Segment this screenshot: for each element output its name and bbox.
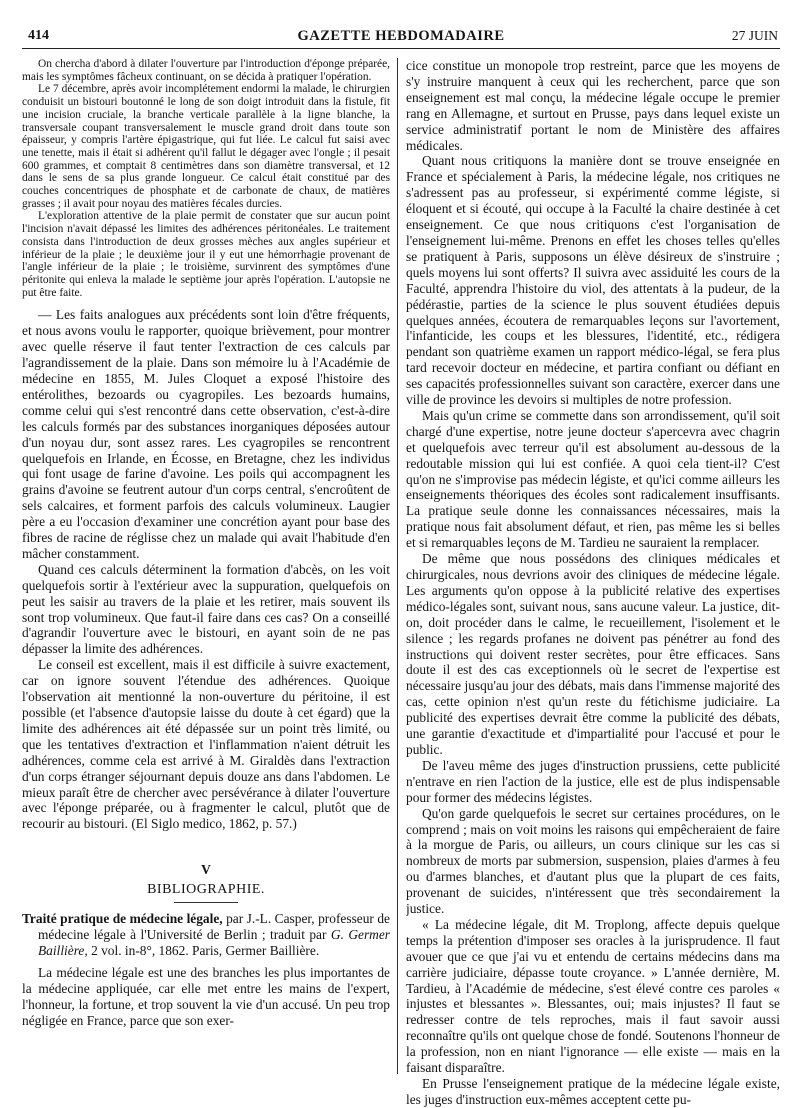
book-reference <box>22 911 390 959</box>
body-paragraph: « La médecine légale, dit M. Troplong, affecte depuis quelque temps la prétention d'imposer ses oracles à la jurisprudence. Il faut avouer que ce que j'ai vu et entendu de certains médecins dans ma carrière judiciaire, dépasse toute croyance. » L'année dernière, M. Tardieu, à l'Académie de médecine, s'est élevé contre ces paroles « injustes et blessantes ». Blessantes, oui; mais injustes? Il faut se redresser contre de tels reproches, mais il faut savoir aussi reconnaître qu'ils ont quelque chose de fondé. Soutenons l'honneur de la profession, non en niant l'ignorance — elle existe — mais en la faisant disparaître. <box>406 916 780 1076</box>
section-number: V <box>201 862 211 878</box>
body-paragraph: De même que nous possédons des cliniques médicales et chirurgicales, nous devrions avoir des cliniques de médecine légale. Les arguments qu'on oppose à la publicité relative des expertises médico-légales sont, suivant nous, sans aucune valeur. La justice, dit-on, doit procéder dans le calme, le recueillement, l'isolement et le silence ; les regards profanes ne doivent pas pénétrer au fond des instructions qui doivent rester secrètes, pour être efficaces. Sans doute il est des cas exceptionnels où le secret de l'expertise est nécessaire jusqu'au jour des débats, mais dans l'immense majorité des cas, cette opinion n'est qu'un reste du fétichisme judiciaire. La publicité des expertises devrait être comme la publicité des débats, une garantie d'exactitude et d'impartialité pour l'accusé et pour le public. <box>406 551 780 757</box>
body-paragraph: Mais qu'un crime se commette dans son arrondissement, qu'il soit chargé d'une expertise, notre jeune docteur s'apercevra avec chagrin et quelquefois avec terreur qu'il est absolument au-dessous de la redoutable mission qui lui est confiée. A quoi cela tient-il? C'est qu'on ne s'improvise pas médecin légiste, et qu'ici comme ailleurs les enseignements théoriques des écoles sont radicalement insuffisants. La pratique seule donne les connaissances nécessaires, mais la pratique nous fait absolument défaut, et rien, pas même les si belles et si remarquables leçons de M. Tardieu ne sauraient la remplacer. <box>406 407 780 551</box>
body-paragraph: En Prusse l'enseignement pratique de la médecine légale existe, les juges d'instruction eux-mêmes acceptent cette pu- <box>406 1076 780 1107</box>
book-title: Traité pratique de médecine légale, <box>22 911 223 927</box>
issue-date: 27 JUIN <box>731 28 778 43</box>
case-paragraph: Le 7 décembre, après avoir incomplétement endormi la malade, le chirurgien conduisit un bistouri boutonné le long de son doigt introduit dans la fistule, fit une incision cruciale, la branche verticale parallèle à la ligne blanche, la transversale coupant transversalement le muscle grand droit dans toute son épaisseur, y compris l'artère épigastrique, qui fut liée. Le calcul fut saisi avec une tenette, mais il était si adhérent qu'il fallut le dégager avec l'ongle ; il pesait 600 grammes, et comptait 8 centimètres dans son diamètre transversal, et 12 dans le sens de sa plus grande longueur. Ce calcul était constitué par des couches concentriques de phosphate et de carbonate de chaux, de matières grasses ; il avait pour noyau des matières fécales durcies. <box>22 83 390 210</box>
body-paragraph: Qu'on garde quelquefois le secret sur certaines procédures, on le comprend ; mais on voit moins les raisons qui empêcheraient de faire à la morgue de Paris, ou ailleurs, un cours clinique sur les cas si nombreux de morts par submersion, suspension, plaies d'armes à feu ou d'armes blanches, et d'autant plus que la plupart de ces faits, provenant de suicides, n'intéressent que très secondairement la justice. <box>406 805 780 917</box>
case-paragraph: On chercha d'abord à dilater l'ouverture par l'introduction d'éponge préparée, mais les symptômes fâcheux continuant, on se décida à pratiquer l'opération. <box>22 58 390 83</box>
section-rule <box>174 902 238 903</box>
section-title: BIBLIOGRAPHIE. <box>147 882 265 898</box>
body-paragraph: La médecine légale est une des branches les plus importantes de la médecine appliquée, car elle met entre les mains de l'expert, l'honneur, la fortune, et trop souvent la vie d'un accusé. Un peu trop négligée en France, parce que son exer- <box>22 964 390 1028</box>
body-paragraph: Quand ces calculs déterminent la formation d'abcès, on les voit quelquefois sortir à l'extérieur avec la suppuration, quelquefois on peut les saisir au travers de la plaie et les retirer, mais souvent ils sont trop volumineux. Que faut-il faire dans ces cas? On a conseillé d'agrandir l'ouverture avec le bistouri, en ayant soin de ne pas dépasser la limite des adhérences. <box>22 561 390 657</box>
case-report-block <box>22 58 390 299</box>
newspaper-page <box>22 16 780 1107</box>
commentary-block <box>22 307 390 832</box>
column-divider <box>397 58 398 1074</box>
review-block <box>22 965 390 1029</box>
book-author: par J.-L. Casper, professeur de médecine légale à l'Université de Berlin ; traduit par <box>38 911 390 943</box>
page-header <box>22 16 780 49</box>
body-paragraph: Quant nous critiquons la manière dont se trouve enseignée en France et spécialement à Paris, la médecine légale, nos critiques ne s'adressent pas au professeur, si expérimenté comme légiste, si éloquent et si écouté, qui occupe à la Faculté la chaire destinée à cet enseignement. Ce que nous critiquons c'est l'organisation de l'enseignement lui-même. Prenons en effet les choses telles qu'elles se pratiquent à Paris, supposons un élève désireux de s'instruire ; quels moyens lui sont offerts? Il suivra avec assiduité les cours de la Faculté, apprendra l'histoire du viol, des attentats à la pudeur, de la pédérastie, parties de la science le plus souvent étudiées depuis quelques années, écoutera de remarquables leçons sur l'avortement, l'infanticide, les coups et les blessures, l'identité, etc., rédigera pendant son quatrième examen un rapport médico-légal, se fera plus tard recevoir docteur en médecine, et partira confiant ou défiant en ses capacités professionnelles suivant son caractère, exercer dans une ville de province les devoirs si multiples de notre profession. <box>406 153 780 408</box>
body-paragraph: — Les faits analogues aux précédents sont loin d'être fréquents, et nous avons voulu le rapporter, quoique brièvement, pour montrer avec quelle réserve il faut tenter l'extraction de ces calculs par l'agrandissement de la plaie. Dans son mémoire lu à l'Académie de médecine en 1855, M. Jules Cloquet a exposé l'histoire des entérolithes, bezoards ou cyagropiles. Les bezoards humains, comme celui qui s'est rencontré dans cette observation, c'est-à-dire les calculs formés par des substances inorganiques déposées autour d'un noyau dur, sont assez rares. Les cyagropiles se rencontrent quelquefois en Irlande, en Écosse, en Bretagne, chez les individus qui font usage de farine d'avoine. Les poils qui accompagnent les grains d'avoine se feutrent autour d'un corps central, s'encroûtent de sels calcaires, et forment parfois des calculs volumineux. Laugier père a eu l'occasion d'examiner une concrétion ayant pour base des fibres de racine de réglisse chez un malade qui avait l'habitude d'en mâcher constamment. <box>22 307 390 561</box>
book-details: 2 vol. in-8°, 1862. Paris, Germer Baillière. <box>87 943 320 959</box>
body-paragraph: De l'aveu même des juges d'instruction prussiens, cette publicité n'entrave en rien l'action de la justice, elle est de plus indispensable pour former des médecins légistes. <box>406 757 780 805</box>
body-paragraph: Le conseil est excellent, mais il est difficile à suivre exactement, car on ignore souvent l'étendue des adhérences. Quoique l'observation ait mentionné la non-ouverture du péritoine, il est possible (et l'absence d'autopsie laisse du doute à cet égard) que la limite des adhérences ait été dépassée sur un point très limité, ou que les tentatives d'extraction et l'inflammation n'aient détruit les adhérences, comme cela est arrivé à M. Giraldès dans l'extraction d'un corps étranger séjournant depuis douze ans dans l'abdomen. Le mieux paraît être de chercher avec persévérance à dilater l'ouverture avec l'éponge préparée, ou à fragmenter le calcul, plutôt que de recourir au bistouri. (El Siglo medico, 1862, p. 57.) <box>22 657 390 832</box>
page-number: 414 <box>28 28 49 43</box>
book-publisher: G. Germer Baillière, <box>38 927 390 959</box>
right-column <box>406 58 780 1108</box>
left-column <box>22 58 390 1029</box>
case-paragraph: L'exploration attentive de la plaie permit de constater que sur aucun point l'incision n'avait dépassé les limites des adhérences péritonéales. Le traitement consista dans l'introduction de deux grosses mèches aux angles supérieur et inférieur de la plaie ; le deuxième jour il y eut une hémorrhagie provenant de l'angle inférieur de la plaie ; le troisième, survinrent des symptômes d'une péritonite qui enleva la malade le septième jour après l'opération. L'autopsie ne put être faite. <box>22 210 390 299</box>
body-paragraph: cice constitue un monopole trop restreint, parce que les moyens de s'y instruire manquent à ceux qui les recherchent, parce que son enseignement est mal conçu, la médecine légale occupe le premier rang en Allemagne, et surtout en Prusse, pays dans lequel existe un service administratif portant le nom de Ministère des affaires médicales. <box>406 58 780 153</box>
journal-title: GAZETTE HEBDOMADAIRE <box>297 28 505 44</box>
